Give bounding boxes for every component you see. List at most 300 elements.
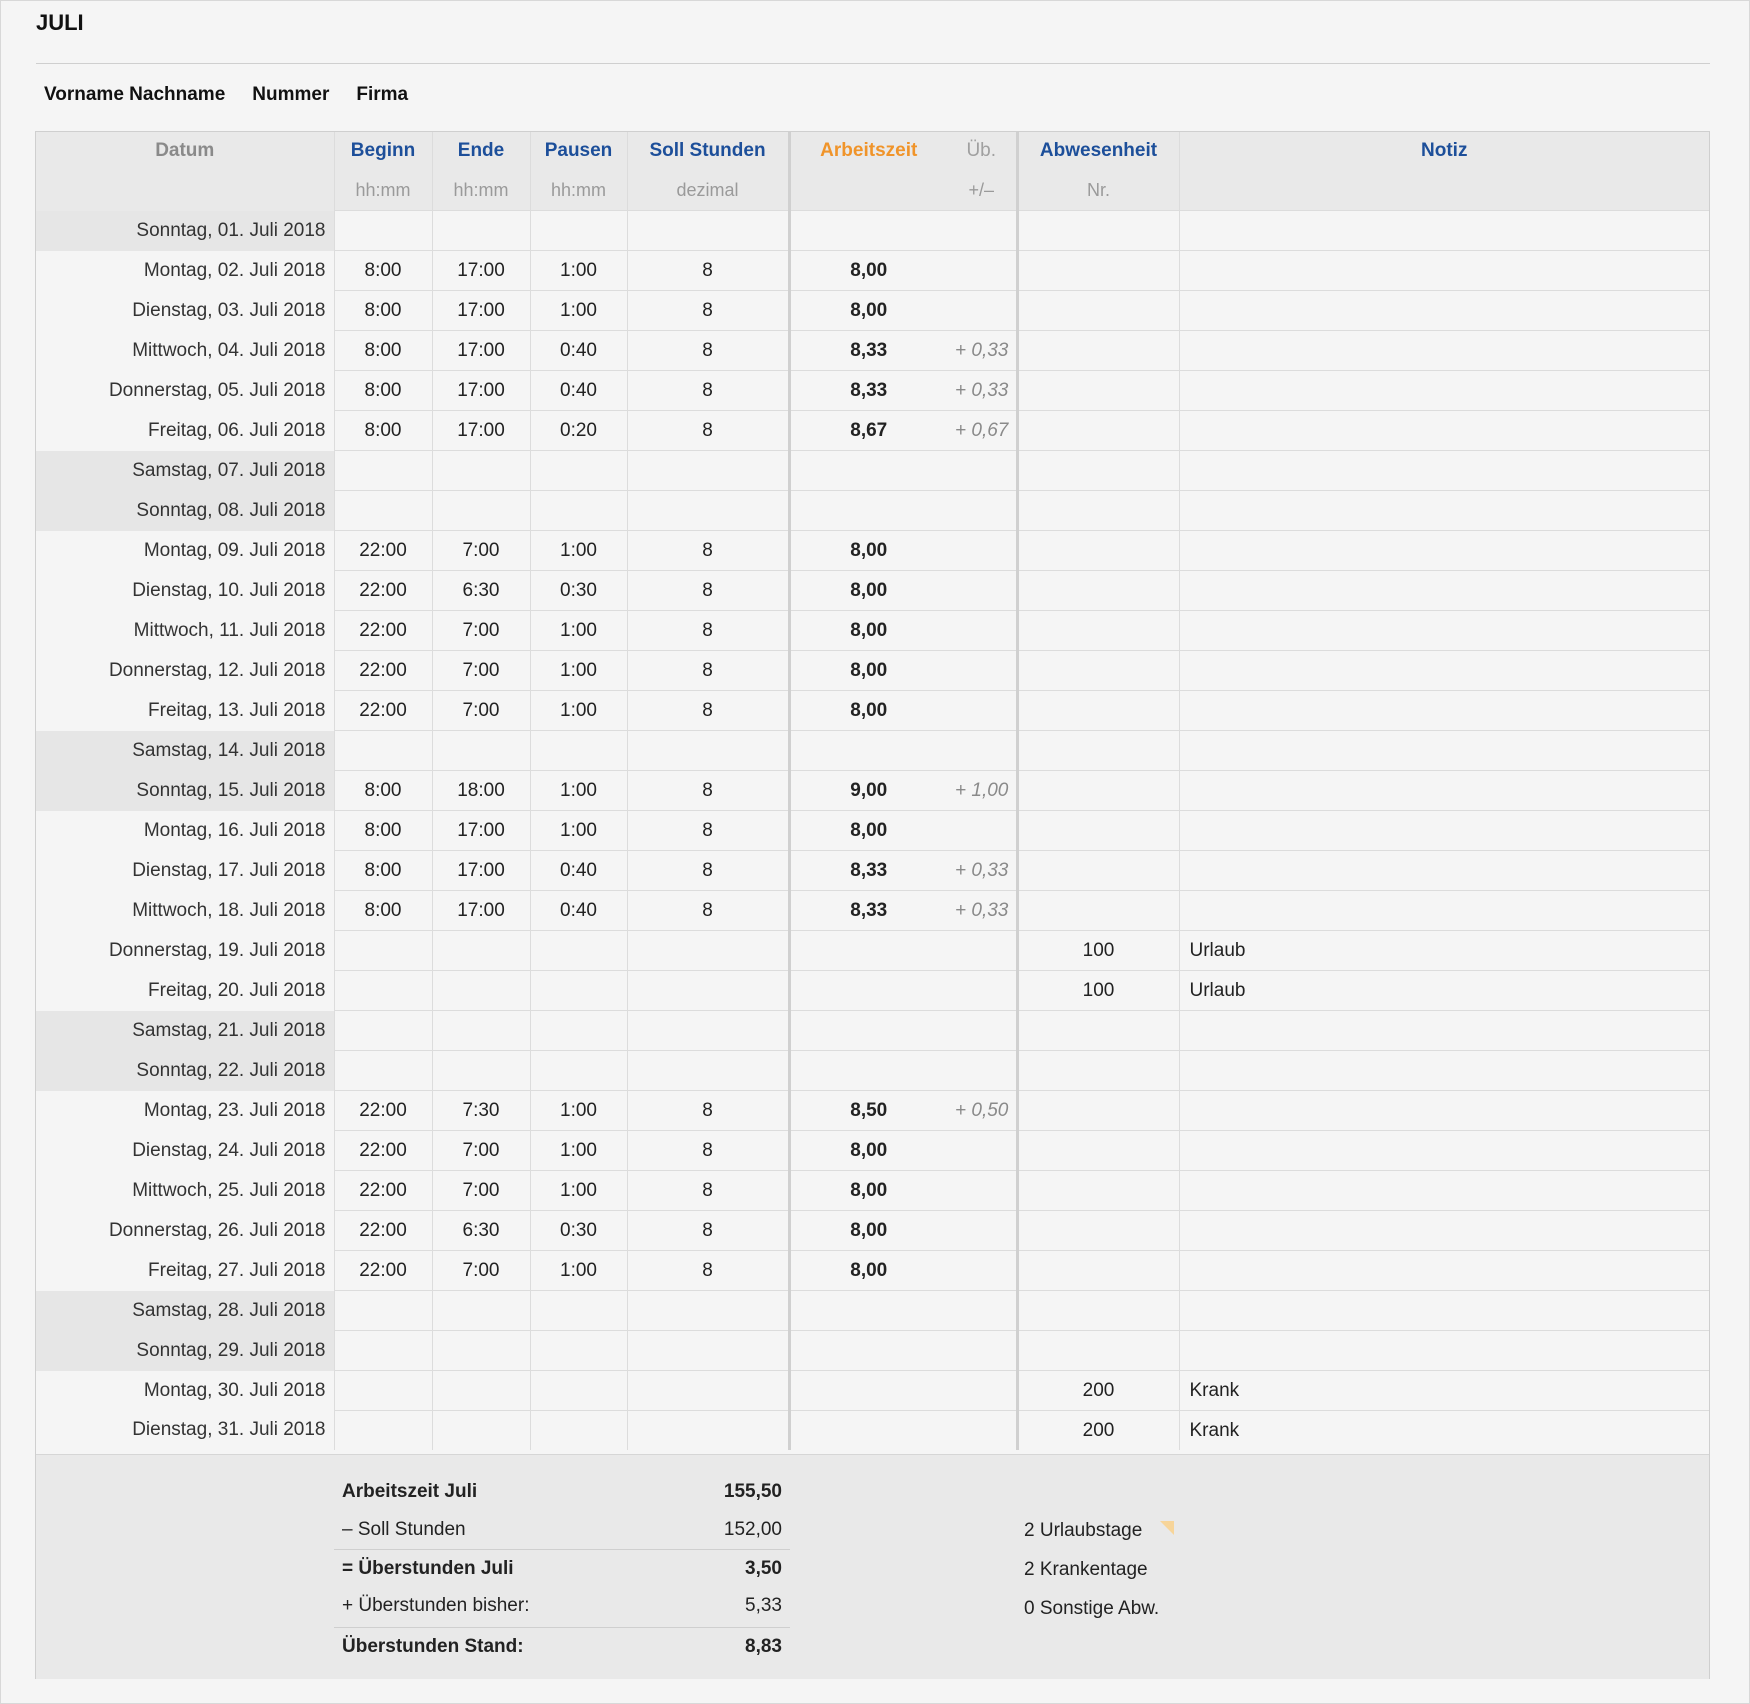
cell-ueberstunden	[947, 931, 1017, 971]
cell-soll: 8	[627, 531, 789, 571]
employee-company: Firma	[356, 84, 409, 105]
cell-date: Sonntag, 29. Juli 2018	[36, 1331, 334, 1371]
cell-ueberstunden	[947, 491, 1017, 531]
cell-abwesenheit	[1017, 891, 1179, 931]
cell-notiz	[1179, 1331, 1709, 1371]
cell-notiz	[1179, 411, 1709, 451]
cell-notiz	[1179, 1211, 1709, 1251]
table-row	[36, 411, 1709, 451]
comment-marker-icon	[1160, 1521, 1174, 1535]
cell-arbeitszeit	[789, 1011, 947, 1051]
cell-begin	[334, 971, 432, 1011]
table-row	[36, 891, 1709, 931]
summary-urlaubstage: 2 Urlaubstage	[1024, 1520, 1143, 1541]
summary-krankentage: 2 Krankentage	[1024, 1559, 1148, 1580]
cell-arbeitszeit: 8,00	[789, 1171, 947, 1211]
cell-date: Montag, 09. Juli 2018	[143, 539, 326, 561]
cell-ueberstunden: + 0,67	[947, 411, 1017, 451]
summary-soll-label: – Soll Stunden	[342, 1519, 466, 1540]
cell-arbeitszeit: 8,33	[789, 371, 947, 411]
table-row	[36, 851, 1709, 891]
summary-bisher	[334, 1587, 790, 1625]
cell-notiz	[1179, 1171, 1709, 1211]
cell-date: Mittwoch, 18. Juli 2018	[132, 899, 326, 921]
cell-arbeitszeit: 8,67	[789, 411, 947, 451]
cell-end: 7:00	[432, 1131, 530, 1171]
cell-end	[432, 1371, 530, 1411]
cell-notiz	[1179, 1251, 1709, 1291]
cell-arbeitszeit	[789, 971, 947, 1011]
cell-date: Sonntag, 15. Juli 2018	[36, 771, 334, 811]
cell-ueberstunden	[947, 611, 1017, 651]
cell-pause	[530, 451, 627, 491]
cell-abwesenheit	[1017, 851, 1179, 891]
cell-notiz	[1179, 651, 1709, 691]
cell-begin: 22:00	[334, 1211, 432, 1251]
cell-end	[432, 211, 530, 251]
summary-panel	[36, 1454, 1709, 1679]
summary-ueberstunden	[334, 1549, 790, 1587]
cell-arbeitszeit: 8,33	[789, 891, 947, 931]
cell-notiz	[1179, 731, 1709, 771]
cell-ueberstunden: + 0,33	[947, 891, 1017, 931]
cell-ueberstunden: + 0,50	[947, 1091, 1017, 1131]
cell-notiz	[1179, 851, 1709, 891]
cell-ueberstunden	[947, 1371, 1017, 1411]
cell-pause: 1:00	[530, 1171, 627, 1211]
cell-abwesenheit	[1017, 371, 1179, 411]
cell-date: Donnerstag, 05. Juli 2018	[108, 379, 326, 401]
cell-ueberstunden	[947, 1011, 1017, 1051]
cell-pause: 1:00	[530, 771, 627, 811]
cell-soll: 8	[627, 1171, 789, 1211]
cell-soll: 8	[627, 651, 789, 691]
cell-notiz	[1179, 891, 1709, 931]
cell-ueberstunden	[947, 571, 1017, 611]
cell-notiz: Krank	[1179, 1371, 1709, 1411]
cell-date: Freitag, 13. Juli 2018	[148, 699, 326, 721]
cell-arbeitszeit	[789, 1331, 947, 1371]
cell-begin: 22:00	[334, 1171, 432, 1211]
cell-soll: 8	[627, 1251, 789, 1291]
cell-abwesenheit	[1017, 1131, 1179, 1171]
table-row	[36, 931, 1709, 971]
cell-ueberstunden	[947, 1131, 1017, 1171]
cell-notiz	[1179, 611, 1709, 651]
cell-abwesenheit	[1017, 291, 1179, 331]
cell-ueberstunden	[947, 1211, 1017, 1251]
cell-date: Sonntag, 01. Juli 2018	[36, 211, 334, 251]
cell-date: Freitag, 20. Juli 2018	[148, 979, 326, 1001]
employee-number: Nummer	[252, 84, 330, 105]
cell-begin: 8:00	[334, 371, 432, 411]
cell-pause: 1:00	[530, 531, 627, 571]
cell-ueberstunden: + 0,33	[947, 851, 1017, 891]
cell-begin: 22:00	[334, 1091, 432, 1131]
cell-arbeitszeit	[789, 1051, 947, 1091]
cell-begin: 8:00	[334, 771, 432, 811]
cell-end: 7:30	[432, 1091, 530, 1131]
cell-notiz	[1179, 531, 1709, 571]
cell-pause: 0:40	[530, 891, 627, 931]
cell-arbeitszeit: 8,33	[789, 331, 947, 371]
cell-abwesenheit	[1017, 1331, 1179, 1371]
cell-date: Sonntag, 22. Juli 2018	[36, 1051, 334, 1091]
unit-arbeitszeit	[789, 170, 947, 211]
summary-stand	[334, 1627, 790, 1665]
cell-pause	[530, 491, 627, 531]
cell-notiz	[1179, 251, 1709, 291]
cell-abwesenheit	[1017, 1291, 1179, 1331]
cell-pause: 1:00	[530, 1091, 627, 1131]
cell-ueberstunden	[947, 731, 1017, 771]
unit-notiz	[1179, 170, 1709, 211]
cell-ueberstunden	[947, 811, 1017, 851]
cell-abwesenheit	[1017, 571, 1179, 611]
cell-pause: 1:00	[530, 651, 627, 691]
summary-arbeitszeit-value: 155,50	[723, 1481, 782, 1502]
table-row	[36, 531, 1709, 571]
cell-begin: 22:00	[334, 611, 432, 651]
cell-pause	[530, 1051, 627, 1091]
cell-arbeitszeit	[789, 1371, 947, 1411]
cell-end: 18:00	[432, 771, 530, 811]
table-row	[36, 1211, 1709, 1251]
cell-date: Dienstag, 10. Juli 2018	[132, 579, 326, 601]
cell-arbeitszeit: 8,00	[789, 651, 947, 691]
cell-notiz	[1179, 371, 1709, 411]
cell-notiz	[1179, 811, 1709, 851]
table-row	[36, 771, 1709, 811]
cell-begin: 22:00	[334, 651, 432, 691]
header-beginn: Beginn	[334, 132, 432, 170]
cell-pause	[530, 1371, 627, 1411]
table-row	[36, 1091, 1709, 1131]
cell-abwesenheit	[1017, 691, 1179, 731]
cell-begin	[334, 1011, 432, 1051]
cell-date: Sonntag, 08. Juli 2018	[36, 491, 334, 531]
cell-arbeitszeit: 8,00	[789, 1251, 947, 1291]
cell-pause	[530, 1331, 627, 1371]
timesheet-body	[36, 211, 1709, 1451]
table-row	[36, 331, 1709, 371]
summary-bisher-value: 5,33	[745, 1595, 782, 1616]
cell-begin: 8:00	[334, 291, 432, 331]
cell-pause	[530, 931, 627, 971]
timesheet-table	[36, 132, 1709, 1450]
cell-ueberstunden: + 0,33	[947, 331, 1017, 371]
cell-begin: 8:00	[334, 811, 432, 851]
cell-soll: 8	[627, 411, 789, 451]
cell-date: Montag, 02. Juli 2018	[143, 259, 326, 281]
unit-ende: hh:mm	[432, 170, 530, 211]
cell-ueberstunden	[947, 971, 1017, 1011]
cell-arbeitszeit: 8,00	[789, 251, 947, 291]
table-row	[36, 1411, 1709, 1451]
table-row	[36, 251, 1709, 291]
cell-arbeitszeit: 9,00	[789, 771, 947, 811]
cell-pause: 1:00	[530, 611, 627, 651]
cell-end	[432, 451, 530, 491]
cell-pause: 1:00	[530, 1131, 627, 1171]
cell-soll: 8	[627, 371, 789, 411]
cell-pause: 1:00	[530, 811, 627, 851]
cell-begin	[334, 1331, 432, 1371]
cell-begin: 8:00	[334, 851, 432, 891]
cell-abwesenheit	[1017, 1251, 1179, 1291]
cell-pause	[530, 1011, 627, 1051]
cell-date: Samstag, 14. Juli 2018	[36, 731, 334, 771]
cell-abwesenheit	[1017, 411, 1179, 451]
cell-date: Freitag, 27. Juli 2018	[148, 1259, 326, 1281]
table-row	[36, 971, 1709, 1011]
cell-date: Montag, 30. Juli 2018	[143, 1379, 326, 1401]
header-notiz: Notiz	[1179, 132, 1709, 170]
cell-begin	[334, 731, 432, 771]
cell-soll	[627, 1291, 789, 1331]
unit-datum	[36, 170, 334, 211]
cell-soll	[627, 1411, 789, 1451]
cell-end	[432, 971, 530, 1011]
table-row	[36, 491, 1709, 531]
cell-end	[432, 491, 530, 531]
table-row	[36, 371, 1709, 411]
cell-begin	[334, 931, 432, 971]
summary-sonstige: 0 Sonstige Abw.	[1024, 1598, 1160, 1619]
cell-end	[432, 1051, 530, 1091]
table-row	[36, 1131, 1709, 1171]
cell-notiz	[1179, 1131, 1709, 1171]
cell-date: Montag, 23. Juli 2018	[143, 1099, 326, 1121]
header-row	[36, 132, 1709, 170]
cell-pause: 0:40	[530, 851, 627, 891]
cell-date: Samstag, 21. Juli 2018	[36, 1011, 334, 1051]
cell-abwesenheit	[1017, 611, 1179, 651]
cell-abwesenheit	[1017, 771, 1179, 811]
cell-notiz: Urlaub	[1179, 931, 1709, 971]
table-row	[36, 691, 1709, 731]
cell-begin: 22:00	[334, 1251, 432, 1291]
cell-end: 7:00	[432, 651, 530, 691]
cell-arbeitszeit	[789, 491, 947, 531]
cell-notiz	[1179, 331, 1709, 371]
cell-abwesenheit	[1017, 531, 1179, 571]
cell-date: Mittwoch, 04. Juli 2018	[132, 339, 326, 361]
cell-arbeitszeit: 8,50	[789, 1091, 947, 1131]
cell-pause: 1:00	[530, 1251, 627, 1291]
cell-end: 17:00	[432, 811, 530, 851]
cell-soll: 8	[627, 691, 789, 731]
title-divider	[36, 63, 1710, 64]
cell-abwesenheit	[1017, 331, 1179, 371]
employee-name: Vorname Nachname	[44, 84, 226, 105]
cell-end	[432, 1331, 530, 1371]
table-row	[36, 1171, 1709, 1211]
cell-date: Montag, 16. Juli 2018	[143, 819, 326, 841]
cell-soll	[627, 731, 789, 771]
cell-abwesenheit	[1017, 1171, 1179, 1211]
unit-beginn: hh:mm	[334, 170, 432, 211]
table-row	[36, 571, 1709, 611]
cell-date: Dienstag, 03. Juli 2018	[132, 299, 326, 321]
unit-soll: dezimal	[627, 170, 789, 211]
cell-abwesenheit	[1017, 251, 1179, 291]
cell-abwesenheit	[1017, 1051, 1179, 1091]
cell-abwesenheit	[1017, 811, 1179, 851]
cell-notiz	[1179, 451, 1709, 491]
cell-ueberstunden	[947, 691, 1017, 731]
cell-soll	[627, 491, 789, 531]
cell-soll	[627, 931, 789, 971]
summary-ueberstunden-value: 3,50	[745, 1557, 782, 1579]
cell-begin	[334, 1051, 432, 1091]
cell-begin: 22:00	[334, 1131, 432, 1171]
cell-notiz	[1179, 291, 1709, 331]
cell-end: 7:00	[432, 531, 530, 571]
unit-pausen: hh:mm	[530, 170, 627, 211]
cell-ueberstunden	[947, 1291, 1017, 1331]
cell-arbeitszeit	[789, 1291, 947, 1331]
cell-pause: 1:00	[530, 691, 627, 731]
cell-begin	[334, 1411, 432, 1451]
cell-pause: 0:20	[530, 411, 627, 451]
cell-notiz	[1179, 1291, 1709, 1331]
cell-pause	[530, 731, 627, 771]
cell-begin: 8:00	[334, 411, 432, 451]
cell-pause: 1:00	[530, 291, 627, 331]
cell-date: Mittwoch, 11. Juli 2018	[133, 619, 326, 641]
cell-notiz	[1179, 491, 1709, 531]
cell-begin: 8:00	[334, 251, 432, 291]
cell-soll	[627, 451, 789, 491]
cell-pause	[530, 211, 627, 251]
cell-begin: 22:00	[334, 571, 432, 611]
cell-ueberstunden	[947, 451, 1017, 491]
table-row	[36, 291, 1709, 331]
cell-pause: 1:00	[530, 251, 627, 291]
cell-end: 7:00	[432, 1171, 530, 1211]
table-row	[36, 1291, 1709, 1331]
cell-end: 7:00	[432, 691, 530, 731]
cell-date: Dienstag, 31. Juli 2018	[132, 1419, 326, 1441]
cell-begin: 22:00	[334, 691, 432, 731]
cell-ueberstunden	[947, 1411, 1017, 1451]
cell-soll	[627, 1011, 789, 1051]
cell-abwesenheit: 200	[1017, 1371, 1179, 1411]
cell-notiz: Urlaub	[1179, 971, 1709, 1011]
cell-soll	[627, 1331, 789, 1371]
cell-abwesenheit	[1017, 211, 1179, 251]
cell-abwesenheit	[1017, 1011, 1179, 1051]
cell-soll	[627, 971, 789, 1011]
header-soll: Soll Stunden	[627, 132, 789, 170]
table-row	[36, 731, 1709, 771]
cell-end: 17:00	[432, 411, 530, 451]
cell-pause	[530, 1411, 627, 1451]
cell-soll: 8	[627, 1211, 789, 1251]
cell-begin: 22:00	[334, 531, 432, 571]
cell-end	[432, 1291, 530, 1331]
cell-end: 6:30	[432, 571, 530, 611]
cell-end: 17:00	[432, 851, 530, 891]
header-datum: Datum	[36, 132, 334, 170]
cell-arbeitszeit	[789, 931, 947, 971]
cell-date: Donnerstag, 19. Juli 2018	[108, 939, 326, 961]
cell-abwesenheit: 100	[1017, 971, 1179, 1011]
cell-soll: 8	[627, 1091, 789, 1131]
unit-ueb: +/–	[947, 170, 1017, 211]
cell-date: Samstag, 07. Juli 2018	[36, 451, 334, 491]
cell-end: 17:00	[432, 291, 530, 331]
cell-abwesenheit: 100	[1017, 931, 1179, 971]
cell-date: Mittwoch, 25. Juli 2018	[132, 1179, 326, 1201]
cell-arbeitszeit: 8,00	[789, 1211, 947, 1251]
table-row	[36, 451, 1709, 491]
cell-end	[432, 931, 530, 971]
cell-date: Donnerstag, 12. Juli 2018	[108, 659, 326, 681]
cell-ueberstunden	[947, 1331, 1017, 1371]
cell-abwesenheit	[1017, 1211, 1179, 1251]
cell-abwesenheit	[1017, 451, 1179, 491]
cell-arbeitszeit: 8,00	[789, 571, 947, 611]
unit-abwesenheit: Nr.	[1017, 170, 1179, 211]
cell-notiz: Krank	[1179, 1411, 1709, 1451]
summary-stand-label: Überstunden Stand:	[342, 1635, 524, 1657]
cell-end: 17:00	[432, 331, 530, 371]
cell-abwesenheit	[1017, 491, 1179, 531]
cell-end: 17:00	[432, 251, 530, 291]
cell-pause: 0:30	[530, 1211, 627, 1251]
cell-end	[432, 731, 530, 771]
cell-soll: 8	[627, 291, 789, 331]
cell-arbeitszeit: 8,00	[789, 1131, 947, 1171]
cell-end: 7:00	[432, 1251, 530, 1291]
cell-begin	[334, 491, 432, 531]
summary-arbeitszeit	[334, 1473, 790, 1511]
cell-notiz	[1179, 771, 1709, 811]
timesheet	[35, 131, 1710, 1679]
cell-soll: 8	[627, 571, 789, 611]
cell-abwesenheit	[1017, 731, 1179, 771]
cell-arbeitszeit: 8,00	[789, 611, 947, 651]
summary-soll-value: 152,00	[723, 1519, 782, 1540]
cell-pause	[530, 1291, 627, 1331]
cell-arbeitszeit: 8,00	[789, 811, 947, 851]
cell-ueberstunden	[947, 531, 1017, 571]
cell-abwesenheit	[1017, 1091, 1179, 1131]
cell-begin	[334, 211, 432, 251]
cell-arbeitszeit: 8,33	[789, 851, 947, 891]
table-row	[36, 211, 1709, 251]
cell-ueberstunden	[947, 651, 1017, 691]
cell-end: 6:30	[432, 1211, 530, 1251]
cell-pause	[530, 971, 627, 1011]
cell-pause: 0:30	[530, 571, 627, 611]
header-ueb: Üb.	[947, 132, 1017, 170]
cell-begin	[334, 1371, 432, 1411]
cell-soll: 8	[627, 891, 789, 931]
cell-ueberstunden	[947, 1171, 1017, 1211]
cell-ueberstunden: + 0,33	[947, 371, 1017, 411]
cell-ueberstunden	[947, 1251, 1017, 1291]
table-row	[36, 811, 1709, 851]
cell-date: Freitag, 06. Juli 2018	[148, 419, 326, 441]
summary-ueberstunden-label: = Überstunden Juli	[342, 1557, 514, 1579]
cell-soll	[627, 211, 789, 251]
employee-info	[44, 84, 408, 106]
cell-ueberstunden	[947, 1051, 1017, 1091]
month-title: JULI	[36, 10, 84, 35]
